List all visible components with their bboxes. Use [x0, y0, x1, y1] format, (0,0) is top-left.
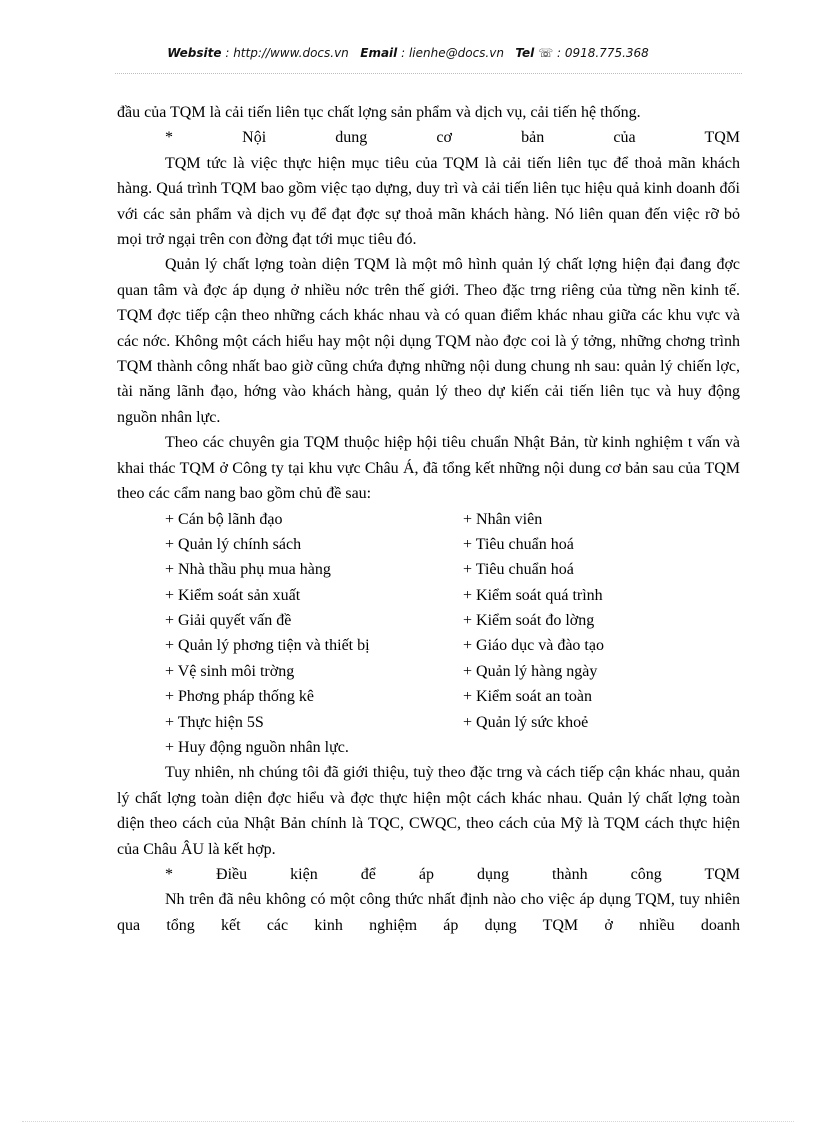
list-row: [117, 735, 740, 760]
list-item: + Giải quyết vấn đề: [165, 612, 292, 630]
list-row: [117, 684, 740, 709]
list-item: + Thực hiện 5S: [165, 713, 264, 731]
page-header: [0, 46, 816, 60]
paragraph-2: TQM tức là việc thực hiện mục tiêu của TQM là cải tiến liên tục để thoả mãn khách hàng. Quá trình TQM bao gồm việc tạo dựng, duy trì và cải tiến liên tục hiệu quả kinh doanh đối với các sản phẩm và dịch vụ để đạt đợc sự thoả mãn khách hàng. Nó liên quan đến việc rỡ bỏ mọi trở ngại trên con đờng đạt tới mục tiêu đó.: [117, 154, 740, 249]
list-item: + Kiểm soát an toàn: [463, 688, 592, 706]
list-item: + Quản lý phơng tiện và thiết bị: [165, 637, 370, 655]
list-item: + Kiểm soát đo lờng: [463, 612, 595, 630]
list-item: + Huy động nguồn nhân lực.: [165, 739, 349, 757]
list-item: + Kiểm soát quá trình: [463, 586, 603, 604]
paragraph-5: Tuy nhiên, nh chúng tôi đã giới thiệu, tuỳ theo đặc trng và cách tiếp cận khác nhau, quản lý chất lợng toàn diện đợc hiểu và đợc thực hiện một cách khác nhau. Quản lý chất lợng toàn diện theo cách của Nhật Bản chính là TQC, CWQC, theo cách của Mỹ là TQM cách thực hiện của Châu ÂU là kết hợp.: [117, 764, 740, 858]
paragraph-6: Nh trên đã nêu không có một công thức nhất định nào cho việc áp dụng TQM, tuy nhiên qua tổng kết các kinh nghiệm áp dụng TQM ở nhiều doanh: [117, 891, 740, 934]
section-heading-content: * Nội dung cơ bản của TQM: [165, 129, 740, 147]
list-item: + Giáo dục và đào tạo: [463, 637, 604, 655]
list-item: + Phơng pháp thống kê: [165, 688, 315, 706]
paragraph-4: Theo các chuyên gia TQM thuộc hiệp hội tiêu chuẩn Nhật Bản, từ kinh nghiệm t vấn và khai thác TQM ở Công ty tại khu vực Châu Á, đã tổng kết những nội dung cơ bản sau của TQM theo các cẩm nang bao gồm chủ đề sau:: [117, 434, 740, 503]
list-item: + Quản lý chính sách: [165, 535, 302, 553]
list-row: [117, 608, 740, 633]
paragraph-1: đầu của TQM là cải tiến liên tục chất lợng sản phẩm và dịch vụ, cải tiến hệ thống.: [117, 104, 641, 121]
website-label: Website: [167, 46, 222, 60]
list-row: [117, 507, 740, 532]
paragraph-3: Quản lý chất lợng toàn diện TQM là một mô hình quản lý chất lợng hiện đại đang đợc quan tâm và đợc áp dụng ở nhiều nớc trên thế giới. Theo đặc trng riêng của từng nền kinh tế. TQM đợc tiếp cận theo những cách khác nhau và có quan điểm khác nhau giữa các khu vực và các nớc. Không một cách hiểu hay một nội dụng TQM nào đợc coi là ý tởng, những chơng trình TQM thành công nhất bao giờ cũng chứa đựng những nội dung chung nh sau: quản lý chiến lợc, tài năng lãnh đạo, hớng vào khách hàng, quản lý theo dự kiến cải tiến liên tục và huy động nguồn nhân lực.: [117, 256, 740, 426]
list-item: + Nhà thầu phụ mua hàng: [165, 561, 331, 579]
list-item: + Cán bộ lãnh đạo: [165, 510, 283, 528]
list-item: + Vệ sinh môi trờng: [165, 662, 295, 680]
list-row: [117, 710, 740, 735]
list-row: [117, 659, 740, 684]
document-body: [117, 100, 740, 938]
list-item: + Quản lý sức khoẻ: [463, 713, 589, 731]
list-row: [117, 532, 740, 557]
list-row: [117, 633, 740, 658]
topic-list: [117, 507, 740, 761]
tel-label: Tel: [515, 46, 535, 60]
list-item: + Tiêu chuẩn hoá: [463, 561, 574, 579]
website-value: : http://www.docs.vn: [225, 46, 349, 60]
list-row: [117, 557, 740, 582]
footer-divider: [22, 1121, 794, 1122]
list-item: + Tiêu chuẩn hoá: [463, 535, 574, 553]
list-item: + Kiểm soát sản xuất: [165, 586, 301, 604]
email-label: Email: [360, 46, 398, 60]
section-heading-conditions: * Điều kiện để áp dụng thành công TQM: [165, 866, 740, 884]
list-item: + Quản lý hàng ngày: [463, 662, 598, 680]
list-item: + Nhân viên: [463, 510, 543, 528]
tel-value: : 0918.775.368: [556, 46, 649, 60]
list-row: [117, 583, 740, 608]
email-value: : lienhe@docs.vn: [401, 46, 504, 60]
header-divider: [115, 73, 742, 74]
phone-icon: ☏: [538, 46, 554, 60]
